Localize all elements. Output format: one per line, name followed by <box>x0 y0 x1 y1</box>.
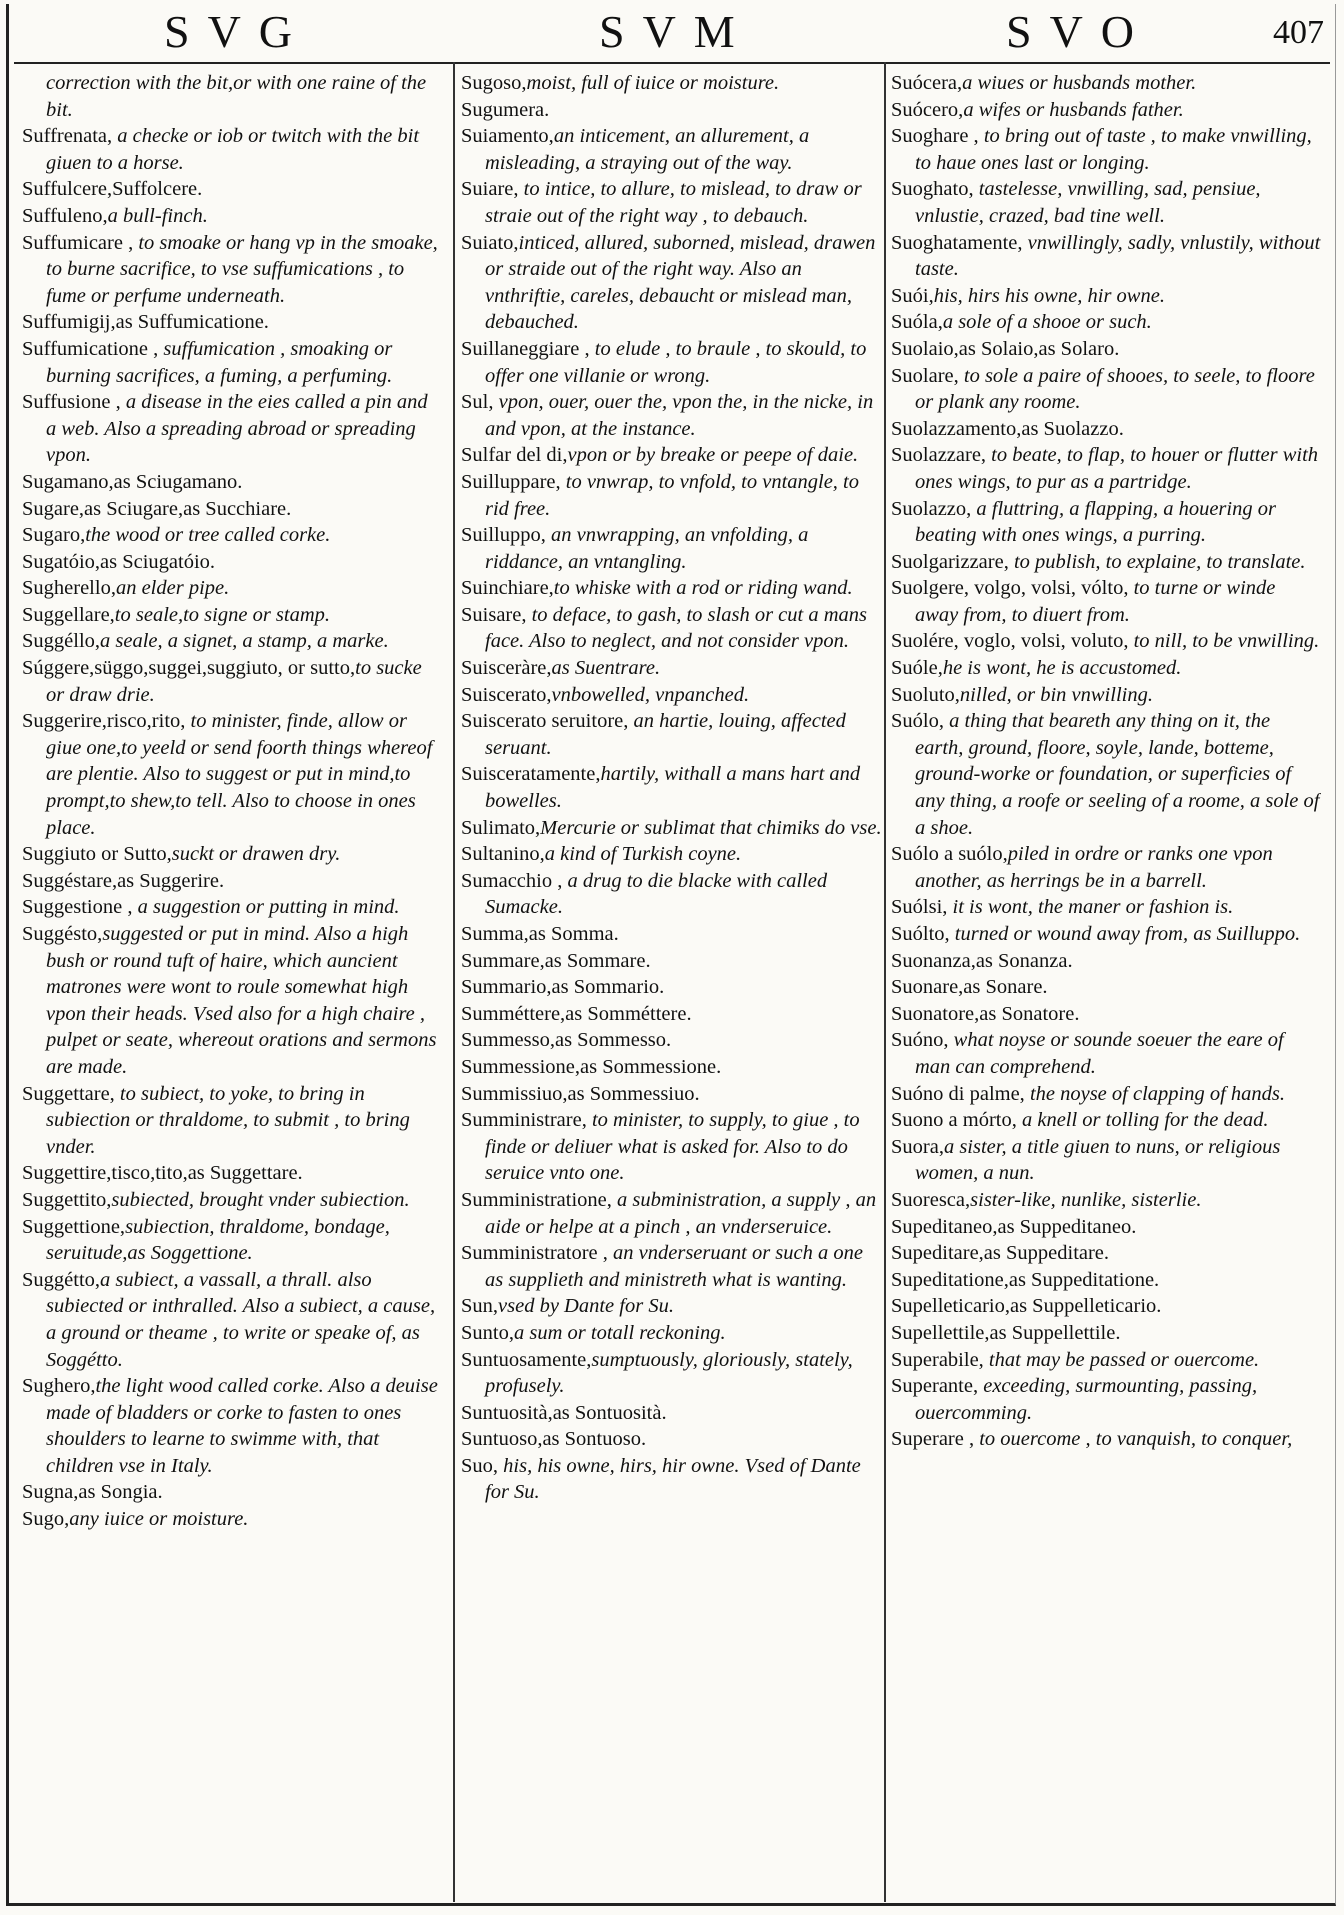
entry-headword: Suilluppo, <box>461 524 546 547</box>
dictionary-entry <box>461 336 886 389</box>
entry-headword: Suócero, <box>891 98 964 121</box>
dictionary-entry <box>461 921 886 948</box>
entry-headword: Suggettire,tisco,tito,as Suggettare. <box>22 1162 303 1185</box>
entry-headword: Sugumera. <box>461 98 550 121</box>
dictionary-entry <box>22 1214 442 1267</box>
entry-headword: Suinchiare, <box>461 577 554 600</box>
entry-gloss: an elder pipe. <box>115 577 230 600</box>
dictionary-entry <box>461 1081 886 1108</box>
dictionary-entry <box>22 70 442 123</box>
entry-headword: Suggettare, <box>22 1082 115 1105</box>
dictionary-entry <box>891 1426 1321 1453</box>
dictionary-entry <box>891 1267 1321 1294</box>
dictionary-entry <box>22 868 442 895</box>
entry-gloss: piled in ordre or ranks one vpon another, as herrings be in a barrell. <box>915 843 1273 892</box>
entry-gloss: to turne or winde away from, to diuert from. <box>915 577 1276 626</box>
dictionary-entry <box>461 841 886 868</box>
entry-headword: Suggellare, <box>22 603 115 626</box>
entry-gloss: moist, full of iuice or moisture. <box>526 72 780 94</box>
entry-gloss: it is wont, the maner or fashion is. <box>947 896 1234 919</box>
entry-headword: Sugare,as Sciugare,as Succhiare. <box>22 497 292 520</box>
dictionary-entry <box>461 176 886 229</box>
dictionary-entry <box>461 1107 886 1187</box>
dictionary-entry <box>891 1081 1321 1108</box>
dictionary-entry <box>22 1187 442 1214</box>
entry-gloss: that may be passed or ouercome. <box>983 1348 1260 1371</box>
entry-headword: Suolazzo, <box>891 497 972 520</box>
entry-gloss: to intice, to allure, to mislead, to draw or straie out of the right way , to debauch. <box>485 178 862 227</box>
dictionary-entry <box>891 894 1321 921</box>
entry-headword: Sulfar del di, <box>461 444 568 467</box>
column-divider <box>453 62 455 1902</box>
entry-headword: Suólo, <box>891 710 944 733</box>
entry-gloss: to minister, finde, allow or giue one,to yeeld or send foorth things whereof are plentie. Also to suggest or put in mind,to prompt,to shew,to tell. Also to choose in ones place. <box>46 710 433 839</box>
entry-headword: Suggettito, <box>22 1188 112 1211</box>
entry-gloss: subiection, thraldome, bondage, seruitude,as Soggettione. <box>46 1215 390 1265</box>
dictionary-entry <box>461 230 886 336</box>
dictionary-entry <box>891 1373 1321 1426</box>
dictionary-entry <box>22 628 442 655</box>
entry-headword: Sugamano,as Sciugamano. <box>22 470 243 493</box>
dictionary-entry <box>891 442 1321 495</box>
entry-headword: Suffrenata, <box>22 125 113 148</box>
entry-headword: Summa,as Somma. <box>461 923 619 945</box>
running-head <box>14 4 1330 64</box>
entry-headword: Supeditaneo,as Suppeditaneo. <box>891 1215 1137 1238</box>
entry-headword: Sugatóio,as Sciugatóio. <box>22 550 216 573</box>
entry-headword: Suggésto, <box>22 923 103 945</box>
entry-gloss: to sole a paire of shooes, to seele, to floore or plank any roome. <box>915 364 1315 414</box>
dictionary-entry <box>461 469 886 522</box>
entry-headword: Súggere,süggo,suggei,suggiuto, or sutto, <box>22 657 356 680</box>
entry-headword: Sugoso, <box>461 72 527 94</box>
dictionary-entry <box>22 309 442 336</box>
dictionary-entry <box>461 761 886 814</box>
entry-headword: Suólo a suólo, <box>891 843 1008 866</box>
dictionary-entry <box>22 469 442 496</box>
entry-gloss: a sole of a shooe or such. <box>942 311 1152 334</box>
dictionary-entry <box>891 176 1321 229</box>
entry-gloss: a wifes or husbands father. <box>963 98 1184 121</box>
entry-headword: Sun, <box>461 1295 499 1318</box>
dictionary-entry <box>22 496 442 523</box>
dictionary-entry <box>461 708 886 761</box>
dictionary-entry <box>891 841 1321 894</box>
entry-gloss: suffumication , smoaking or burning sacrifices, a fuming, a perfuming. <box>46 337 393 387</box>
entry-gloss: a kind of Turkish coyne. <box>544 843 742 866</box>
dictionary-entry <box>461 602 886 655</box>
dictionary-entry <box>891 496 1321 549</box>
entry-gloss: what noyse or sounde soeuer the eare of man can comprehend. <box>915 1029 1284 1078</box>
dictionary-entry <box>891 948 1321 975</box>
entry-gloss: a disease in the eies called a pin and a web. Also a spreading abroad or spreading vpon. <box>46 391 428 467</box>
entry-gloss: to minister, to supply, to giue , to finde or deliuer what is asked for. Also to do seruice vnto one. <box>485 1109 860 1185</box>
entry-gloss: turned or wound away from, as Suilluppo. <box>949 923 1301 945</box>
entry-gloss: exceeding, surmounting, passing, ouercomming. <box>915 1375 1258 1424</box>
entry-headword: Sughero, <box>22 1375 96 1398</box>
entry-gloss: vsed by Dante for Su. <box>498 1295 674 1318</box>
dictionary-entry <box>461 1027 886 1054</box>
entry-headword: Superabile, <box>891 1348 984 1371</box>
entry-headword: Suolazzare, <box>891 444 987 467</box>
dictionary-entry <box>461 948 886 975</box>
dictionary-entry <box>891 628 1321 655</box>
dictionary-entry <box>22 602 442 629</box>
dictionary-entry <box>891 1240 1321 1267</box>
entry-headword: Suonatore,as Sonatore. <box>891 1002 1080 1025</box>
dictionary-entry <box>461 1001 886 1028</box>
entry-headword: Suilluppare, <box>461 470 561 493</box>
dictionary-entry <box>461 1054 886 1081</box>
column-left <box>22 70 442 1900</box>
entry-headword: Summario,as Sommario. <box>461 976 665 999</box>
dictionary-entry <box>22 203 442 230</box>
entry-headword: Suisceràre, <box>461 657 552 680</box>
entry-gloss: to ouercome , to vanquish, to conquer, <box>974 1428 1293 1451</box>
entry-gloss: to nill, to be vnwilling. <box>1128 630 1320 653</box>
entry-headword: Summessione,as Sommessione. <box>461 1055 722 1078</box>
dictionary-entry <box>461 1240 886 1293</box>
entry-headword: Sugna,as Songia. <box>22 1481 163 1504</box>
entry-headword: Suono a mórto, <box>891 1109 1017 1132</box>
dictionary-entry <box>461 123 886 176</box>
dictionary-entry <box>891 1134 1321 1187</box>
entry-gloss: vnwillingly, sadly, vnlustily, without taste. <box>915 231 1321 281</box>
running-head-right: SVO <box>1006 6 1153 57</box>
dictionary-entry <box>461 522 886 575</box>
entry-gloss: to smoake or hang vp in the smoake, to burne sacrifice, to vse suffumications , to fume or perfume underneath. <box>46 231 438 307</box>
dictionary-entry <box>22 1081 442 1161</box>
entry-headword: Suillaneggiare , <box>461 337 590 360</box>
entry-gloss: hartily, withall a mans hart and bowelles. <box>485 763 861 813</box>
entry-headword: Suggestione , <box>22 896 133 919</box>
entry-headword: Summare,as Sommare. <box>461 949 651 972</box>
dictionary-entry <box>891 363 1321 416</box>
entry-headword: Supelleticario,as Suppelleticario. <box>891 1295 1162 1318</box>
dictionary-entry <box>891 1187 1321 1214</box>
entry-headword: Suggéstare,as Suggerire. <box>22 869 225 892</box>
dictionary-entry <box>22 1267 442 1373</box>
dictionary-entry <box>461 97 886 124</box>
entry-headword: Suolaio,as Solaio,as Solaro. <box>891 337 1120 360</box>
entry-gloss: nilled, or bin vnwilling. <box>959 683 1153 706</box>
entry-headword: Summéttere,as Somméttere. <box>461 1002 692 1025</box>
entry-headword: Suffuleno, <box>22 204 108 227</box>
dictionary-entry <box>891 1293 1321 1320</box>
entry-headword: Suócera, <box>891 72 963 94</box>
entry-headword: Suggiuto or Sutto, <box>22 843 172 866</box>
entry-gloss: an vnderseruant or such a one as supplieth and ministreth what is wanting. <box>485 1242 863 1291</box>
dictionary-entry <box>22 176 442 203</box>
entry-gloss: a sum or totall reckoning. <box>513 1321 726 1344</box>
entry-gloss: to vnwrap, to vnfold, to vntangle, to rid free. <box>485 470 860 520</box>
entry-headword: Suntuosità,as Sontuosità. <box>461 1401 667 1424</box>
dictionary-entry <box>891 416 1321 443</box>
entry-headword: Suoresca, <box>891 1188 971 1211</box>
entry-headword: Superare , <box>891 1428 975 1451</box>
entry-headword: Suora, <box>891 1135 944 1158</box>
entry-headword: Sumministratore , <box>461 1242 608 1265</box>
entry-gloss: sumptuously, gloriously, stately, profusely. <box>485 1348 853 1398</box>
dictionary-entry <box>22 921 442 1081</box>
entry-gloss: a subiect, a vassall, a thrall. also subiected or inthralled. Also a subiect, a cause, a ground or theame , to write or speake of, as Soggétto. <box>46 1268 436 1371</box>
entry-headword: Supeditatione,as Suppeditatione. <box>891 1268 1160 1291</box>
entry-headword: Sultanino, <box>461 843 545 866</box>
running-head-center: SVM <box>599 6 753 57</box>
entry-headword: Suóno, <box>891 1029 949 1052</box>
entry-gloss: subiected, brought vnder subiection. <box>111 1188 410 1211</box>
entry-gloss: his, his owne, hirs, hir owne. Vsed of Dante for Su. <box>485 1454 861 1504</box>
dictionary-entry <box>891 1107 1321 1134</box>
dictionary-entry <box>22 549 442 576</box>
dictionary-entry <box>461 1400 886 1427</box>
dictionary-entry <box>22 1506 442 1533</box>
entry-headword: Suffumicare , <box>22 231 134 254</box>
dictionary-entry <box>461 1426 886 1453</box>
dictionary-entry <box>461 575 886 602</box>
entry-gloss: a suggestion or putting in mind. <box>132 896 400 919</box>
entry-gloss: inticed, allured, suborned, mislead, drawen or straide out of the right way. Also an vnthriftie, careles, debaucht or mislead man, debauched. <box>485 231 876 334</box>
dictionary-entry <box>891 682 1321 709</box>
entry-headword: Suntuosamente, <box>461 1348 592 1371</box>
column-right <box>891 70 1321 1900</box>
dictionary-entry <box>891 1214 1321 1241</box>
entry-gloss: an hartie, louing, affected seruant. <box>485 710 846 759</box>
entry-gloss: a fluttring, a flapping, a houering or beating with ones wings, a purring. <box>915 497 1276 547</box>
entry-headword: Suóla, <box>891 311 943 334</box>
entry-gloss: a wiues or husbands mother. <box>962 72 1197 94</box>
column-center <box>461 70 886 1900</box>
dictionary-entry <box>461 70 886 97</box>
dictionary-entry <box>461 974 886 1001</box>
entry-gloss: to bring out of taste , to make vnwilling, to haue ones last or longing. <box>915 125 1312 174</box>
dictionary-entry <box>22 841 442 868</box>
running-head-left: SVG <box>164 6 311 57</box>
entry-headword: Suiare, <box>461 178 519 201</box>
entry-headword: Sugo, <box>22 1508 70 1531</box>
entry-headword: Suói, <box>891 284 934 307</box>
entry-gloss: suggested or put in mind. Also a high bush or round tuft of haire, which auncient matrones were wont to roule somewhat high vpon their heads. Vsed also for a high chaire , pulpet or seate, whereout orations and sermons are made. <box>46 923 437 1078</box>
dictionary-entry <box>22 230 442 310</box>
entry-headword: Suolére, voglo, volsi, voluto, <box>891 630 1129 653</box>
dictionary-entry <box>891 283 1321 310</box>
entry-headword: Suffulcere,Suffolcere. <box>22 178 203 201</box>
entry-gloss: his, hirs his owne, hir owne. <box>933 284 1165 307</box>
dictionary-entry <box>22 522 442 549</box>
dictionary-entry <box>891 1320 1321 1347</box>
dictionary-entry <box>22 123 442 176</box>
entry-gloss: to deface, to gash, to slash or cut a mans face. Also to neglect, and not consider vpon. <box>485 603 867 653</box>
entry-gloss: a sister, a title giuen to nuns, or religious women, a nun. <box>915 1135 1281 1185</box>
entry-gloss: a knell or tolling for the dead. <box>1016 1109 1269 1132</box>
entry-gloss: tastelesse, vnwilling, sad, pensiue, vnlustie, crazed, bad tine well. <box>915 178 1261 227</box>
entry-headword: Suonanza,as Sonanza. <box>891 949 1073 972</box>
dictionary-entry <box>891 1001 1321 1028</box>
dictionary-entry <box>891 1027 1321 1080</box>
entry-headword: Suonare,as Sonare. <box>891 976 1048 999</box>
dictionary-entry <box>891 70 1321 97</box>
entry-headword: Sul, <box>461 391 494 414</box>
entry-headword: Suiato, <box>461 231 519 254</box>
entry-gloss: to sucke or draw drie. <box>46 657 422 706</box>
dictionary-entry <box>461 442 886 469</box>
entry-headword: Suóle, <box>891 657 943 680</box>
dictionary-entry <box>891 123 1321 176</box>
dictionary-entry <box>461 1453 886 1506</box>
entry-headword: Summissiuo,as Sommessiuo. <box>461 1082 700 1105</box>
entry-gloss: a checke or iob or twitch with the bit giuen to a horse. <box>46 125 420 174</box>
entry-headword: Suntuoso,as Sontuoso. <box>461 1428 647 1451</box>
entry-gloss: vpon or by breake or peepe of daie. <box>567 444 859 467</box>
entry-gloss: to publish, to explaine, to translate. <box>1008 550 1306 573</box>
dictionary-entry <box>461 815 886 842</box>
dictionary-entry <box>891 974 1321 1001</box>
dictionary-entry <box>891 549 1321 576</box>
entry-headword: Suggéllo, <box>22 630 101 653</box>
entry-headword: Suffusione , <box>22 391 121 414</box>
entry-gloss: to seale,to signe or stamp. <box>114 603 331 626</box>
entry-gloss: any iuice or moisture. <box>69 1508 249 1531</box>
dictionary-entry <box>891 230 1321 283</box>
dictionary-entry <box>22 1479 442 1506</box>
entry-headword: Summesso,as Sommesso. <box>461 1029 672 1052</box>
dictionary-entry <box>891 336 1321 363</box>
entry-headword: Suolare, <box>891 364 959 387</box>
entry-headword: Suolazzamento,as Suolazzo. <box>891 417 1124 440</box>
dictionary-entry <box>891 97 1321 124</box>
entry-gloss: a subministration, a supply , an aide or helpe at a pinch , an vnderseruice. <box>485 1188 877 1238</box>
dictionary-entry <box>22 1373 442 1479</box>
entry-headword: Sumministrare, <box>461 1109 587 1132</box>
dictionary-entry <box>461 655 886 682</box>
entry-headword: Suólsi, <box>891 896 948 919</box>
entry-gloss: to whiske with a rod or riding wand. <box>553 577 853 600</box>
entry-headword: Suiscerato, <box>461 683 552 706</box>
dictionary-entry <box>22 1160 442 1187</box>
entry-headword: Suóno di palme, <box>891 1082 1025 1105</box>
dictionary-entry <box>461 1347 886 1400</box>
dictionary-entry <box>461 868 886 921</box>
dictionary-entry <box>461 1320 886 1347</box>
dictionary-entry <box>22 389 442 469</box>
entry-headword: Sunto, <box>461 1321 514 1344</box>
entry-gloss: an inticement, an allurement, a misleading, a straying out of the way. <box>485 125 810 174</box>
entry-headword: Suggerire,risco,rito, <box>22 710 186 733</box>
entry-headword: Suisceratamente, <box>461 763 601 786</box>
entry-gloss: vpon, ouer, ouer the, vpon the, in the nicke, in and vpon, at the instance. <box>485 391 874 440</box>
entry-headword: Suo, <box>461 1454 499 1477</box>
dictionary-entry <box>461 389 886 442</box>
entry-gloss: Mercurie or sublimat that chimiks do vse. <box>540 816 882 839</box>
entry-headword: Supeditare,as Suppeditare. <box>891 1242 1110 1265</box>
entry-headword: Suiscerato seruitore, <box>461 710 629 733</box>
dictionary-entry <box>461 682 886 709</box>
entry-headword: Sulimato, <box>461 816 541 839</box>
dictionary-entry <box>891 575 1321 628</box>
entry-gloss: to elude , to braule , to skould, to offer one villanie or wrong. <box>485 337 867 387</box>
entry-headword: Suffumicatione , <box>22 337 159 360</box>
entry-headword: Supellettile,as Suppellettile. <box>891 1321 1121 1344</box>
entry-gloss: an vnwrapping, an vnfolding, a riddance, an vntangling. <box>485 524 809 573</box>
dictionary-entry <box>22 708 442 841</box>
entry-gloss: the noyse of clapping of hands. <box>1024 1082 1286 1105</box>
entry-headword: Sumministratione, <box>461 1188 612 1211</box>
entry-headword: Suiamento, <box>461 125 554 148</box>
entry-gloss: he is wont, he is accustomed. <box>942 657 1182 680</box>
entry-gloss: vnbowelled, vnpanched. <box>551 683 750 706</box>
entry-gloss: to subiect, to yoke, to bring in subiection or thraldome, to submit , to bring vnder. <box>46 1082 410 1158</box>
entry-gloss: suckt or drawen dry. <box>171 843 341 866</box>
entry-headword: Sugaro, <box>22 524 86 547</box>
entry-gloss: correction with the bit,or with one raine of the bit. <box>46 72 427 121</box>
entry-headword: Suolgere, volgo, volsi, vólto, <box>891 577 1129 600</box>
entry-gloss: a bull-finch. <box>107 204 208 227</box>
entry-gloss: as Suentrare. <box>551 657 661 680</box>
entry-headword: Sumacchio , <box>461 869 563 892</box>
dictionary-entry <box>891 708 1321 841</box>
dictionary-entry <box>22 894 442 921</box>
entry-gloss: to beate, to flap, to houer or flutter with ones wings, to pur as a partridge. <box>915 444 1319 493</box>
entry-gloss: a seale, a signet, a stamp, a marke. <box>100 630 389 653</box>
dictionary-entry <box>22 575 442 602</box>
entry-headword: Suffumigij,as Suffumicatione. <box>22 311 269 334</box>
entry-headword: Suoghato, <box>891 178 974 201</box>
entry-gloss: the wood or tree called corke. <box>85 524 331 547</box>
entry-headword: Suólto, <box>891 923 950 945</box>
entry-gloss: a drug to die blacke with called Sumacke. <box>485 869 828 919</box>
entry-gloss: sister-like, nunlike, sisterlie. <box>970 1188 1202 1211</box>
entry-headword: Suoghare , <box>891 125 979 148</box>
dictionary-entry <box>891 1347 1321 1374</box>
page-number: 407 <box>1273 14 1324 51</box>
dictionary-entry <box>891 921 1321 948</box>
dictionary-entry <box>461 1187 886 1240</box>
dictionary-entry <box>22 655 442 708</box>
entry-headword: Suggettione, <box>22 1215 126 1238</box>
entry-headword: Suisare, <box>461 603 527 626</box>
entry-gloss: the light wood called corke. Also a deuise made of bladders or corke to fasten to ones shoulders to learne to swimme with, that children vse in Italy. <box>46 1375 438 1477</box>
entry-headword: Superante, <box>891 1375 979 1398</box>
entry-headword: Suoluto, <box>891 683 960 706</box>
dictionary-entry <box>891 655 1321 682</box>
entry-headword: Sugherello, <box>22 577 116 600</box>
entry-headword: Suolgarizzare, <box>891 550 1009 573</box>
entry-headword: Suggétto, <box>22 1268 101 1291</box>
dictionary-entry <box>22 336 442 389</box>
entry-headword: Suoghatamente, <box>891 231 1023 254</box>
entry-gloss: a thing that beareth any thing on it, the earth, ground, floore, soyle, lande, botteme, ground-worke or foundation, or superficies of any thing, a roofe or seeling of a roome, a sole of a shoe. <box>915 710 1320 839</box>
dictionary-entry <box>461 1293 886 1320</box>
dictionary-entry <box>891 309 1321 336</box>
